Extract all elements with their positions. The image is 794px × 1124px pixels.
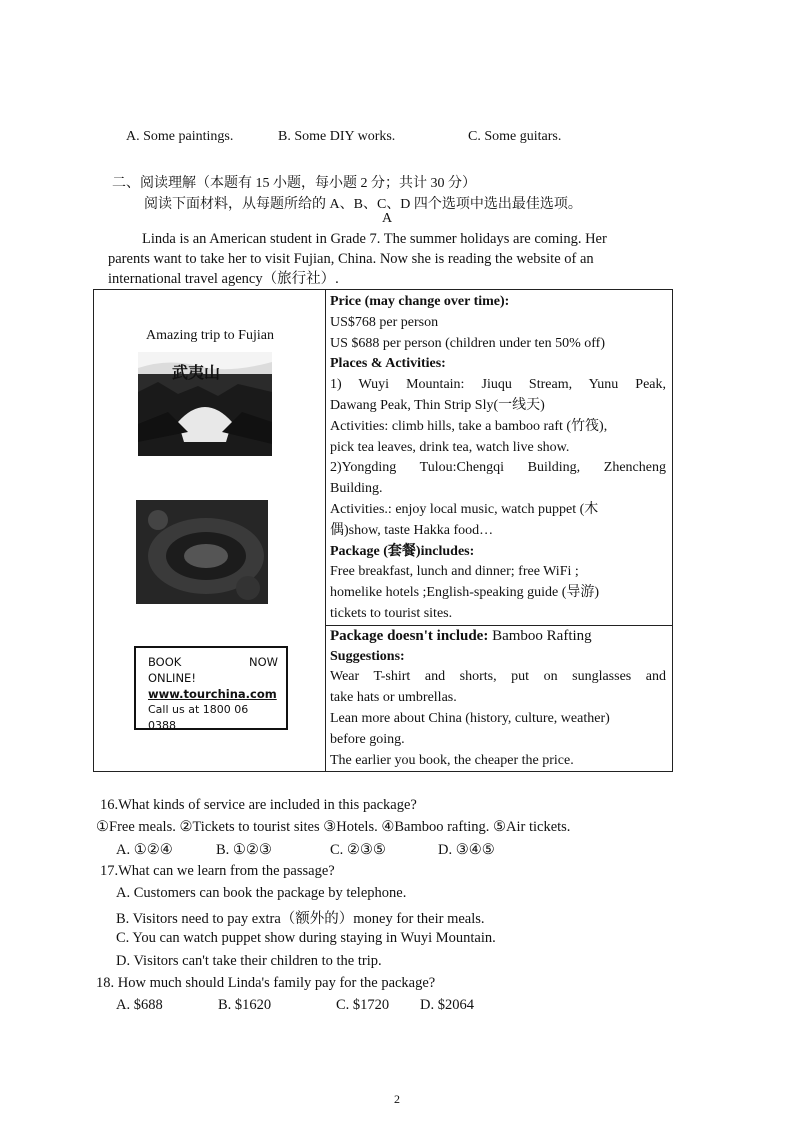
price-discount: US $688 per person (children under ten 50% off) [330,335,606,351]
intro-line-1: Linda is an American student in Grade 7. The summer holidays are coming. Her [142,231,607,247]
website-link[interactable]: www.tourchina.com [148,687,277,701]
suggestions-title: Suggestions: [330,648,405,664]
travel-ad-table [93,289,673,772]
q17-option-d[interactable]: D. Visitors can't take their children to the trip. [116,953,382,969]
suggestion-line-5: The earlier you book, the cheaper the price. [330,752,574,768]
activities-2-line-2: 偶)show, taste Hakka food… [330,522,494,538]
suggestion-line-1: Wear T-shirt and shorts, put on sunglasses and [330,669,666,685]
q17-stem: 17.What can we learn from the passage? [100,863,335,879]
package-line-3: tickets to tourist sites. [330,605,453,621]
q16-items: ①Free meals. ②Tickets to tourist sites ③Hotels. ④Bamboo rafting. ⑤Air tickets. [96,819,571,835]
wuyi-mountain-photo [138,352,272,456]
tulou-photo [136,500,268,604]
q16-option-a[interactable]: A. ①②④ [116,842,173,858]
package-line-2: homelike hotels ;English-speaking guide (导游) [330,585,600,601]
section-instruction: 阅读下面材料，从每题所给的 A、B、C、D 四个选项中选出最佳选项。 [144,197,582,212]
q18-option-b[interactable]: B. $1620 [218,997,272,1013]
q18-option-c[interactable]: C. $1720 [336,997,390,1013]
now-label: NOW [248,655,278,669]
intro-line-3: international travel agency（旅行社）. [108,271,339,287]
places-title: Places & Activities: [330,356,446,372]
not-include-label: Package doesn't include: [330,627,489,644]
activities-1-line-1: Activities: climb hills, take a bamboo raft (竹筏), [330,418,608,434]
not-include-value: Bamboo Rafting [488,627,592,644]
q16-option-d[interactable]: D. ③④⑤ [438,842,495,858]
ad-title: Amazing trip to Fujian [146,328,274,343]
suggestion-line-3: Lean more about China (history, culture, weather) [330,710,610,726]
package-line-1: Free breakfast, lunch and dinner; free WiFi ; [330,564,579,580]
tulou-line-2: Building. [330,481,383,497]
wuyi-line-1: 1) Wuyi Mountain: Jiuqu Stream, Yunu Peak, [330,377,666,393]
q16-stem: 16.What kinds of service are included in this package? [100,797,417,813]
q18-option-d[interactable]: D. $2064 [420,997,474,1013]
price-title: Price (may change over time): [330,294,510,309]
ad-right-column [326,290,672,771]
q18-option-a[interactable]: A. $688 [116,997,163,1013]
package-title: Package (套餐)includes: [330,543,475,559]
online-label: ONLINE! [148,671,196,685]
prev-option-a: A. Some paintings. [126,129,234,144]
book-label: BOOK [148,655,182,669]
package-not-include [330,626,666,647]
prev-option-c: C. Some guitars. [468,129,562,144]
q18-stem: 18. How much should Linda's family pay for the package? [96,975,436,991]
passage-intro [108,229,668,289]
suggestion-line-2: take hats or umbrellas. [330,690,457,706]
book-online-box [134,646,288,730]
prev-option-b: B. Some DIY works. [278,129,396,144]
activities-2-line-1: Activities.: enjoy local music, watch puppet (木 [330,501,599,517]
tulou-line-1: 2)Yongding Tulou:Chengqi Building, Zhencheng [330,460,666,476]
q17-option-a[interactable]: A. Customers can book the package by telephone. [116,885,407,901]
wuyi-calligraphy: 武夷山 [172,363,221,382]
page-number: 2 [394,1092,400,1106]
section-heading: 二、阅读理解（本题有 15 小题，每小题 2 分；共计 30 分） [112,176,476,191]
q17-option-b[interactable]: B. Visitors need to pay extra（额外的）money for their meals. [116,911,485,927]
q16-option-b[interactable]: B. ①②③ [216,842,272,858]
ad-left-column [94,290,326,771]
q16-option-c[interactable]: C. ②③⑤ [330,842,386,858]
suggestion-line-4: before going. [330,731,405,747]
wuyi-line-2: Dawang Peak, Thin Strip Sly(一线天) [330,397,545,413]
price-adult: US$768 per person [330,314,439,330]
intro-line-2: parents want to take her to visit Fujian, China. Now she is reading the website of an [108,251,594,267]
phone-number: Call us at 1800 06 0388 [148,703,249,732]
activities-1-line-2: pick tea leaves, drink tea, watch live show. [330,439,570,455]
passage-letter: A [382,211,393,226]
q17-option-c[interactable]: C. You can watch puppet show during staying in Wuyi Mountain. [116,930,496,946]
